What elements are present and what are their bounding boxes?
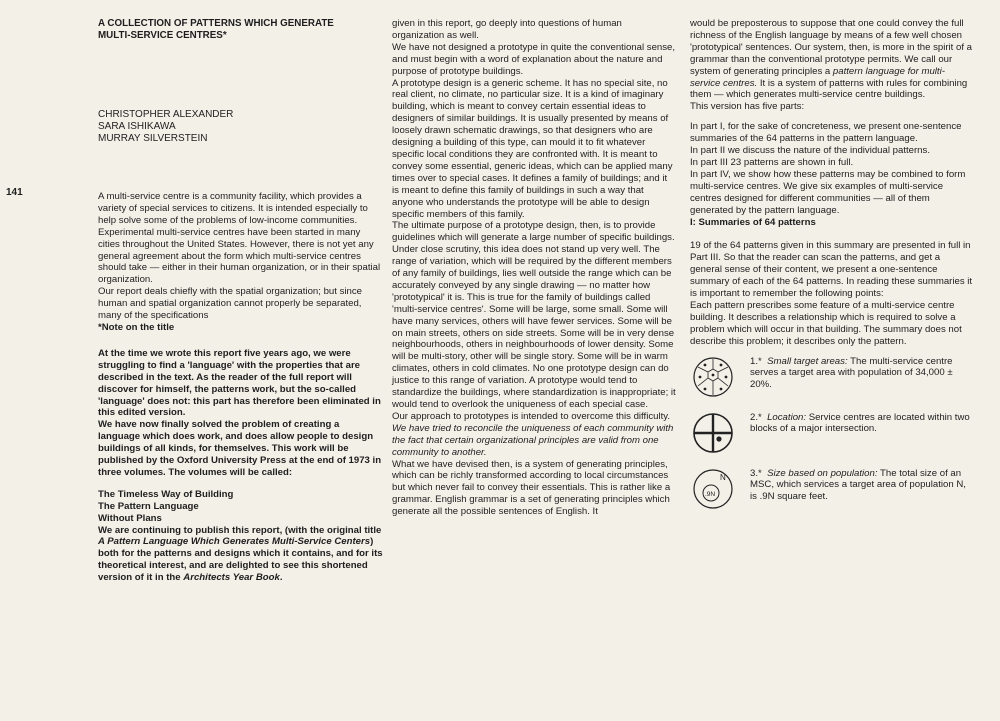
icon-label-inner: .9N xyxy=(705,490,716,498)
intersection-icon xyxy=(692,412,734,454)
paragraph: At the time we wrote this report five years ago, we were struggling to find a 'language' with the properties that are described in the text. As the reader of the full report will discover for himself, the patterns work, but the so-called 'language' does not: this part has therefore been eliminated in this edited version. xyxy=(98,347,381,419)
pattern-item: 1.* Small target areas: The multi-service centre serves a target area with population of 34,000 ± 20%. xyxy=(690,356,974,404)
paragraph: A multi-service centre is a community facility, which provides a variety of special services to citizens. It is intended especially to help solve some of the problems of low-income communities. Experimental multi-service centres have been started in many cities throughout the United States. However, there is not yet any general agreement about the form which multi-service centres should take — either in their human organization, or in their spatial organization. xyxy=(98,191,381,286)
paragraph: We have not designed a prototype in quite the conventional sense, and must begin with a word of explanation about the nature and purpose of prototype buildings. xyxy=(392,41,676,77)
book-list xyxy=(98,489,384,525)
section-heading: I: Summaries of 64 patterns xyxy=(690,216,816,228)
paragraph: What we have devised then, is a system of generating principles, which can be richly transformed according to local circumstances but which never fail to convey their essentials. This is rather like a grammar. English grammar is a set of generating principles which generate all the possible sentences of English. It xyxy=(392,458,671,518)
paragraph: given in this report, go deeply into questions of human organization as well. xyxy=(392,18,622,41)
article-title: A COLLECTION OF PATTERNS WHICH GENERATE MULTI-SERVICE CENTRES* xyxy=(98,18,334,41)
part-item: In part I, for the sake of concreteness, we present one-sentence summaries of the 64 patterns in the pattern language. xyxy=(690,121,962,145)
paragraph: The ultimate purpose of a prototype design, then, is to provide guidelines which will generate a large number of specific buildings. xyxy=(392,220,675,244)
part-item: In part IV, we show how these patterns may be combined to form multi-service centres. We give six examples of multi-service centres designed for different communities — all of them generated by the pattern language. xyxy=(690,168,966,216)
abstract xyxy=(98,191,384,322)
paragraph: We have now finally solved the problem of creating a language which does work, and does allow people to design buildings of all kinds, for themselves. This work will be published by the Oxford University Press at the end of 1973 in three volumes. The volumes will be called: xyxy=(98,419,382,478)
part-item: In part II we discuss the nature of the individual patterns. xyxy=(690,145,930,157)
paragraph: would be preposterous to suppose that one could convey the full richness of the English language by means of a few well chosen 'prototypical' sentences. Our system, then, is more in the spirit of a grammar than the conventional prototype permits. We call our system of generating principles a pattern language for multi-service centres. It is a system of patterns with rules for combining them — which generates multi-service centre buildings. xyxy=(690,18,973,101)
part-item: In part III 23 patterns are shown in full. xyxy=(690,156,854,168)
author: CHRISTOPHER ALEXANDER xyxy=(98,109,234,120)
parts-list xyxy=(690,121,974,216)
summary-intro xyxy=(690,240,974,347)
page-number: 141 xyxy=(6,187,23,198)
pattern-item: N .9N 3.* Size based on population: The total size of an MSC, which services a target area of population N, is .9N square feet. xyxy=(690,468,974,516)
population-size-icon xyxy=(692,468,734,510)
note-final-paragraph: We are continuing to publish this report, (with the original title A Pattern Language Which Generates Multi-Service Centers) both for the patterns and designs which it contains, and for its theoretical interest, and are delighted to see this shortened version of it in the Architects Year Book. xyxy=(98,524,383,584)
book-title: The Timeless Way of Building xyxy=(98,488,234,500)
paragraph: 19 of the 64 patterns given in this summary are presented in full in Part III. So that the reader can scan the patterns, and get a general sense of their content, we present a one-sentence summary of each of the 64 patterns. In reading these summaries it is important to remember the following points: xyxy=(690,240,973,300)
note-title: *Note on the title xyxy=(98,321,175,333)
author-list xyxy=(98,109,384,145)
title-note xyxy=(98,348,384,479)
paragraph: Our report deals chiefly with the spatial organization; but since human and spatial organization cannot properly be separated, many of the specifications xyxy=(98,286,362,322)
author: MURRAY SILVERSTEIN xyxy=(98,133,208,144)
column-2 xyxy=(392,18,676,518)
author: SARA ISHIKAWA xyxy=(98,121,176,132)
book-title: Without Plans xyxy=(98,512,162,524)
paragraph: A prototype design is a generic scheme. It has no special site, no real client, no climate, no particular size. It is a kind of imaginary building, which is meant to convey certain essential ideas to designers of similar buildings. It is usually presented by means of loosely drawn schematic drawings, so that designers who are designing a building of this type, can mould it to fit whatever specific local conditions they are confronted with. It is meant to convey some essential, generic ideas, which can be applied many times over to special cases. It defines a family of buildings; and it is meant to define this family of buildings in such a way that anyone who understands the prototype will be able to design specific members of this family. xyxy=(392,77,673,220)
paragraph: Under close scrutiny, this idea does not stand up very well. The range of variation, which will be required by the different members of any family of buildings, lies well outside the range which can be accurately conveyed by any single drawing — no matter how 'prototypical' it is. This is true for the family of buildings called 'multi-service centres'. Some will be large, some small. Some will have many services, others will have fewer services. Some will be on main streets, others on side streets. Some will be in very dense neighbourhoods, others in neighbourhoods of lower density. Some will be multi-story, other will be single story. Some will be in warm climates, others in cold climates. No one prototype design can do justice to this range of variation. A prototype would tend to standardize the buildings, where standardization is inappropriate; it would tend to overlook the uniqueness of each special case. xyxy=(392,244,676,410)
column-3 xyxy=(690,18,974,516)
hex-cells-icon xyxy=(692,356,734,398)
paragraph: Our approach to prototypes is intended to overcome this difficulty. We have tried to reconcile the uniqueness of each community with the fact that certain organizational principles are valid from one community to another. xyxy=(392,410,674,458)
column-1 xyxy=(98,18,384,584)
book-title: The Pattern Language xyxy=(98,500,199,512)
paragraph: This version has five parts: xyxy=(690,101,805,113)
pattern-item: 2.* Location: Service centres are located within two blocks of a major intersection. xyxy=(690,412,974,460)
paragraph: Each pattern prescribes some feature of a multi-service centre building. It describes a relationship which is required to solve a problem which will occur in that building. The summary does not describe this problem; it describes only the pattern. xyxy=(690,299,962,347)
icon-label-outer: N xyxy=(720,472,726,482)
